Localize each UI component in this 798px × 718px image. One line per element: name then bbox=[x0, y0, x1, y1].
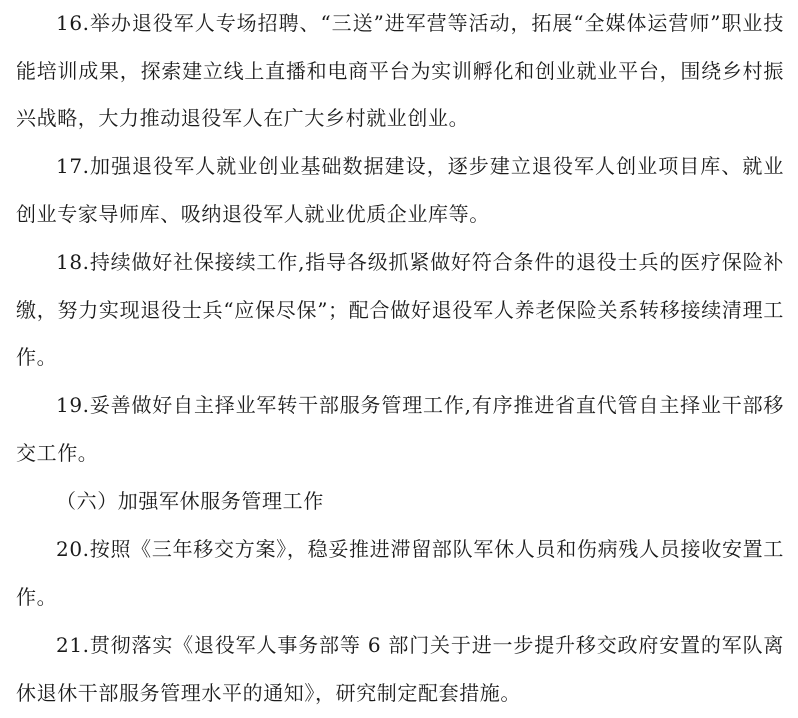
paragraph-18: 18.持续做好社保接续工作,指导各级抓紧做好符合条件的退役士兵的医疗保险补缴，努力实现退役士兵“应保尽保”；配合做好退役军人养老保险关系转移接续清理工作。 bbox=[16, 250, 784, 369]
paragraph-17: 17.加强退役军人就业创业基础数据建设，逐步建立退役军人创业项目库、就业创业专家导师库、吸纳退役军人就业优质企业库等。 bbox=[16, 154, 784, 226]
paragraph-21: 21.贯彻落实《退役军人事务部等 6 部门关于进一步提升移交政府安置的军队离休退休干部服务管理水平的通知》，研究制定配套措施。 bbox=[16, 633, 784, 705]
paragraph-19: 19.妥善做好自主择业军转干部服务管理工作,有序推进省直代管自主择业干部移交工作。 bbox=[16, 393, 784, 465]
paragraph-16: 16.举办退役军人专场招聘、“三送”进军营等活动，拓展“全媒体运营师”职业技能培训成果，探索建立线上直播和电商平台为实训孵化和创业就业平台，围绕乡村振兴战略，大力推动退役军人在广大乡村就业创业。 bbox=[16, 11, 784, 130]
paragraph-20: 20.按照《三年移交方案》，稳妥推进滞留部队军休人员和伤病残人员接收安置工作。 bbox=[16, 537, 784, 609]
section-heading: （六）加强军休服务管理工作 bbox=[56, 489, 324, 513]
